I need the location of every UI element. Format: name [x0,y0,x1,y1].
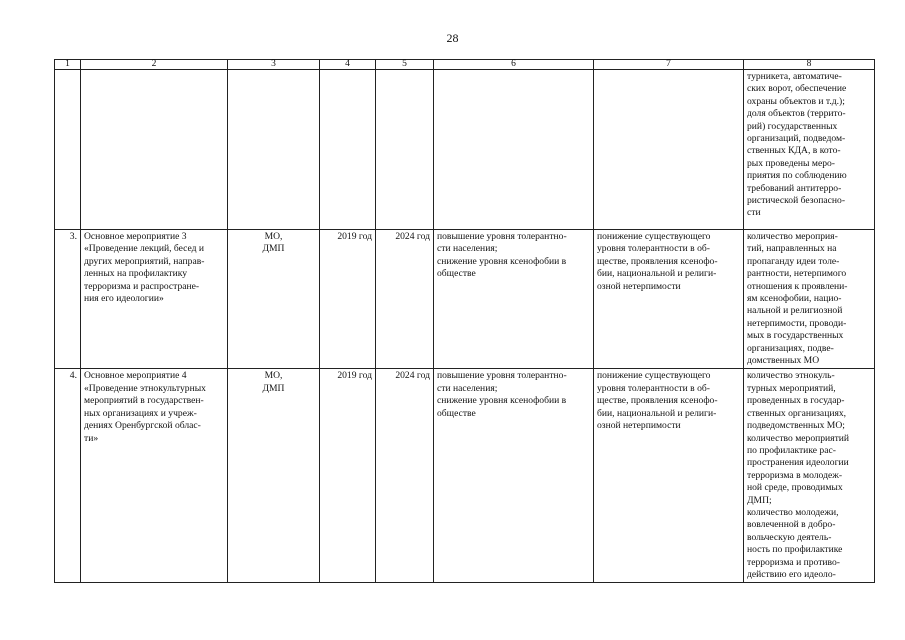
non-implementation-effect-cell: понижение существующего уровня толерантности в об- ществе, проявления ксенофо- бии, национальной и религи- озной нетерпимости [594,369,744,583]
executor-cell: МО, ДМП [228,230,320,369]
column-number-header: 8 [744,60,875,70]
activities-table [54,59,875,583]
indicator-cell: турникета, автоматиче- ских ворот, обеспечение охраны объектов и т.д.); доля объектов (террито- рий) государственных организаций, подведом- ственных КДА, в кото- рых проведены меро- приятия по соблюдению требований антитерро- ристической безопасно- сти [744,70,875,230]
column-number-header: 7 [594,60,744,70]
activity-title-cell: Основное мероприятие 3 «Проведение лекций, бесед и других мероприятий, направ- ленных на профилактику терроризма и распростране- ния его идеологии» [81,230,228,369]
page-number: 28 [446,31,459,45]
end-year-cell: 2024 год [376,369,434,583]
column-number-header: 2 [81,60,228,70]
end-year-cell [376,70,434,230]
start-year-cell: 2019 год [320,230,376,369]
table-row [55,70,875,230]
start-year-cell [320,70,376,230]
column-number-header: 4 [320,60,376,70]
table-row [55,369,875,583]
end-year-cell: 2024 год [376,230,434,369]
activity-title-cell: Основное мероприятие 4 «Проведение этнокультурных мероприятий в государствен- ных организациях и учреж- дениях Оренбургской облас- ти» [81,369,228,583]
start-year-cell: 2019 год [320,369,376,583]
column-number-header: 5 [376,60,434,70]
row-number-cell: 4. [55,369,81,583]
row-number-cell: 3. [55,230,81,369]
executor-cell: МО, ДМП [228,369,320,583]
indicator-cell: количество мероприя- тий, направленных на пропаганду идеи толе- рантности, нетерпимого отношения к проявлени- ям ксенофобии, нацио- нальной и религиозной нетерпимости, проводи- мых в государственных организациях, подве- домственных МО [744,230,875,369]
executor-cell [228,70,320,230]
table-row [55,230,875,369]
column-number-header: 3 [228,60,320,70]
expected-result-cell: повышение уровня толерантно- сти населения; снижение уровня ксенофобии в обществе [434,230,594,369]
non-implementation-effect-cell [594,70,744,230]
table-header-row [55,60,875,70]
expected-result-cell [434,70,594,230]
expected-result-cell: повышение уровня толерантно- сти населения; снижение уровня ксенофобии в обществе [434,369,594,583]
row-number-cell [55,70,81,230]
non-implementation-effect-cell: понижение существующего уровня толерантности в об- ществе, проявления ксенофо- бии, национальной и религи- озной нетерпимости [594,230,744,369]
column-number-header: 1 [55,60,81,70]
column-number-header: 6 [434,60,594,70]
indicator-cell: количество этнокуль- турных мероприятий, проведенных в государ- ственных организациях, подведомственных МО; количество мероприятий по профилактике рас- пространения идеологии терроризма в молодеж- ной среде, проводимых ДМП; количество молодежи, вовлеченной в добро- вольческую деятель- ность по профилактике терроризма и противо- действию его идеоло- [744,369,875,583]
activity-title-cell [81,70,228,230]
